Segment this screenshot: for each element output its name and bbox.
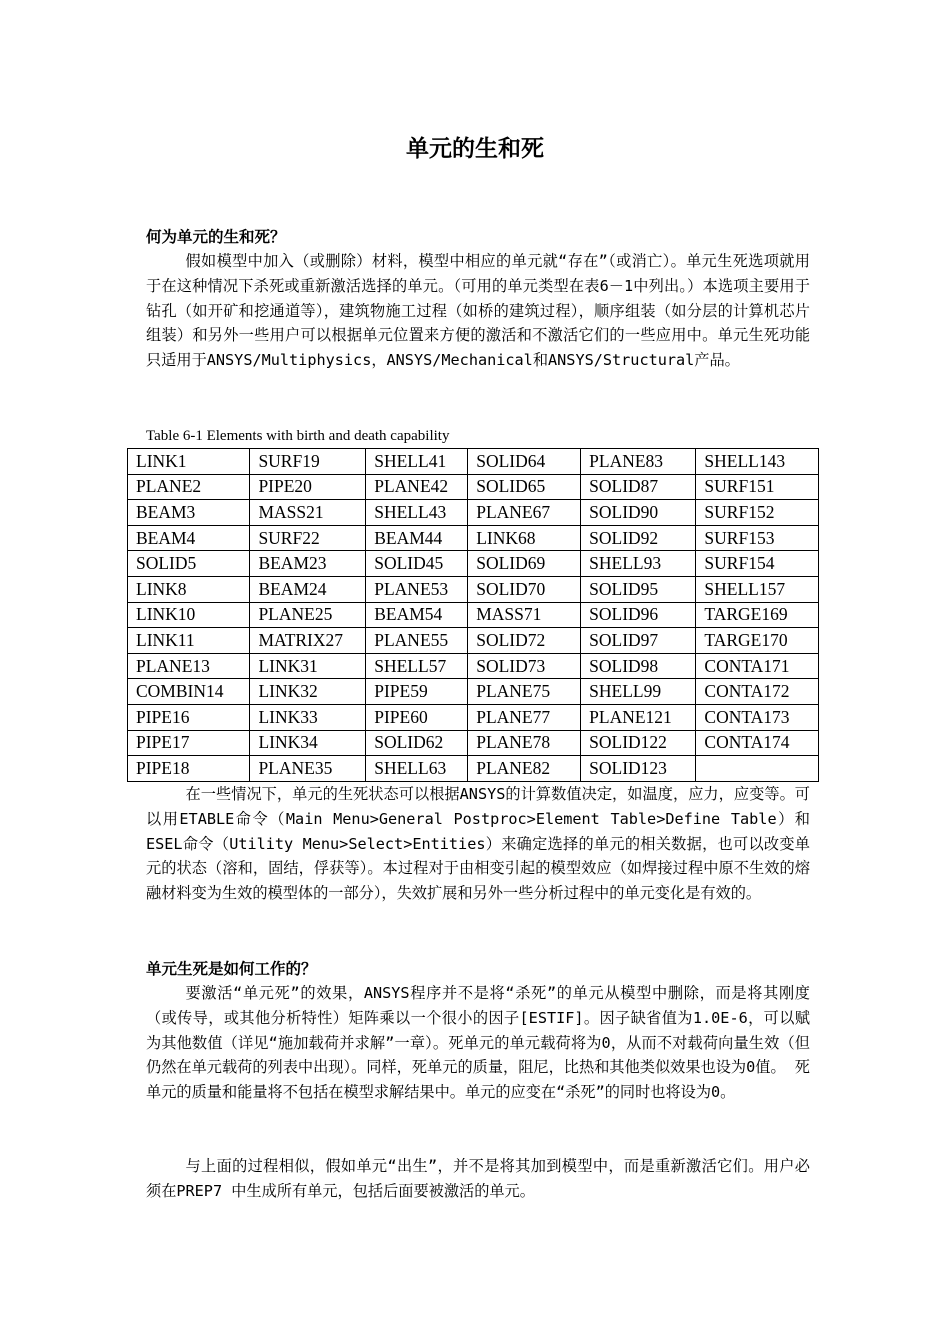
table-cell: CONTA171	[696, 653, 819, 679]
table-cell: LINK34	[250, 730, 366, 756]
table-cell: PLANE75	[468, 679, 581, 705]
table-cell: SHELL57	[366, 653, 468, 679]
table-cell: PIPE59	[366, 679, 468, 705]
table-cell: PLANE67	[468, 500, 581, 526]
element-table	[127, 448, 819, 782]
table-row	[128, 474, 819, 500]
table-cell: SOLID98	[581, 653, 696, 679]
table-cell: PIPE18	[128, 756, 250, 782]
table-cell: PLANE121	[581, 704, 696, 730]
table-cell: PIPE60	[366, 704, 468, 730]
table-row	[128, 628, 819, 654]
table-cell: LINK33	[250, 704, 366, 730]
table-cell: SOLID72	[468, 628, 581, 654]
table-cell: SURF154	[696, 551, 819, 577]
table-cell: SOLID5	[128, 551, 250, 577]
table-cell: SHELL99	[581, 679, 696, 705]
table-cell: PIPE17	[128, 730, 250, 756]
table-cell: SOLID97	[581, 628, 696, 654]
table-cell: PLANE55	[366, 628, 468, 654]
table-cell: PLANE77	[468, 704, 581, 730]
after-table-paragraph: 在一些情况下，单元的生死状态可以根据ANSYS的计算数值决定，如温度，应力，应变等。可以用ETABLE命令（Main Menu>General Postproc>Element Table>Define Table）和ESEL命令（Utility Menu>Select>Entities）来确定选择的单元的相关数据，也可以改变单元的状态（溶和，固结，俘获等）。本过程对于由相变引起的模型效应（如焊接过程中原不生效的熔融材料变为生效的模型体的一部分），失效扩展和另外一些分析过程中的单元变化是有效的。	[146, 785, 810, 903]
table-cell: MATRIX27	[250, 628, 366, 654]
table-cell: SURF152	[696, 500, 819, 526]
how-it-works-paragraph-1: 要激活“单元死”的效果，ANSYS程序并不是将“杀死”的单元从模型中删除，而是将其刚度（或传导，或其他分析特性）矩阵乘以一个很小的因子[ESTIF]。因子缺省值为1.0E-6，可以赋为其他数值（详见“施加载荷并求解”一章）。死单元的单元载荷将为0，从而不对载荷向量生效（但仍然在单元载荷的列表中出现）。同样，死单元的质量，阻尼，比热和其他类似效果也设为0值。 死单元的质量和能量将不包括在模型求解结果中。单元的应变在“杀死”的同时也将设为0。	[146, 984, 810, 1102]
table-cell: SHELL157	[696, 576, 819, 602]
table-cell: SURF19	[250, 449, 366, 475]
table-cell: PLANE13	[128, 653, 250, 679]
table-cell: SOLID87	[581, 474, 696, 500]
table-cell: PLANE78	[468, 730, 581, 756]
table-row	[128, 679, 819, 705]
table-cell: PLANE82	[468, 756, 581, 782]
table-cell: CONTA172	[696, 679, 819, 705]
table-cell: SHELL63	[366, 756, 468, 782]
table-cell: SHELL93	[581, 551, 696, 577]
table-cell: MASS71	[468, 602, 581, 628]
table-cell: SOLID64	[468, 449, 581, 475]
table-cell: LINK32	[250, 679, 366, 705]
table-cell: BEAM23	[250, 551, 366, 577]
table-cell: SOLID123	[581, 756, 696, 782]
table-cell: SURF151	[696, 474, 819, 500]
table-cell: SOLID73	[468, 653, 581, 679]
table-cell: PLANE42	[366, 474, 468, 500]
table-row	[128, 525, 819, 551]
table-cell: TARGE170	[696, 628, 819, 654]
table-cell: SOLID95	[581, 576, 696, 602]
table-cell: SHELL143	[696, 449, 819, 475]
table-cell	[696, 756, 819, 782]
table-cell: BEAM3	[128, 500, 250, 526]
table-row	[128, 551, 819, 577]
table-cell: LINK10	[128, 602, 250, 628]
table-cell: SOLID65	[468, 474, 581, 500]
table-row	[128, 602, 819, 628]
section-heading-how-it-works: 单元生死是如何工作的？	[146, 960, 317, 978]
table-cell: BEAM44	[366, 525, 468, 551]
table-cell: CONTA173	[696, 704, 819, 730]
how-it-works-paragraph-2: 与上面的过程相似，假如单元“出生”，并不是将其加到模型中，而是重新激活它们。用户必须在PREP7 中生成所有单元，包括后面要被激活的单元。	[146, 1157, 810, 1200]
table-cell: LINK31	[250, 653, 366, 679]
table-cell: SOLID96	[581, 602, 696, 628]
table-cell: TARGE169	[696, 602, 819, 628]
table-cell: COMBIN14	[128, 679, 250, 705]
page-title: 单元的生和死	[406, 136, 544, 162]
table-cell: SHELL43	[366, 500, 468, 526]
table-cell: SOLID70	[468, 576, 581, 602]
table-row	[128, 449, 819, 475]
table-cell: LINK68	[468, 525, 581, 551]
table-row	[128, 756, 819, 782]
table-cell: SOLID45	[366, 551, 468, 577]
table-cell: LINK1	[128, 449, 250, 475]
table-cell: PLANE83	[581, 449, 696, 475]
table-cell: BEAM24	[250, 576, 366, 602]
table-caption: Table 6-1 Elements with birth and death capability	[146, 428, 450, 444]
table-cell: PIPE20	[250, 474, 366, 500]
table-row	[128, 576, 819, 602]
table-cell: PLANE53	[366, 576, 468, 602]
table-cell: SOLID92	[581, 525, 696, 551]
table-cell: SURF22	[250, 525, 366, 551]
table-cell: PLANE25	[250, 602, 366, 628]
table-row	[128, 704, 819, 730]
table-cell: SOLID62	[366, 730, 468, 756]
table-row	[128, 730, 819, 756]
table-cell: PLANE35	[250, 756, 366, 782]
table-cell: SHELL41	[366, 449, 468, 475]
table-row	[128, 653, 819, 679]
table-cell: SURF153	[696, 525, 819, 551]
table-cell: LINK11	[128, 628, 250, 654]
table-cell: LINK8	[128, 576, 250, 602]
table-cell: PIPE16	[128, 704, 250, 730]
table-cell: MASS21	[250, 500, 366, 526]
table-cell: BEAM4	[128, 525, 250, 551]
table-cell: CONTA174	[696, 730, 819, 756]
table-row	[128, 500, 819, 526]
table-cell: SOLID122	[581, 730, 696, 756]
section-heading-what-is: 何为单元的生和死？	[146, 228, 286, 246]
table-cell: SOLID69	[468, 551, 581, 577]
table-cell: PLANE2	[128, 474, 250, 500]
intro-paragraph: 假如模型中加入（或删除）材料，模型中相应的单元就“存在”（或消亡）。单元生死选项就用于在这种情况下杀死或重新激活选择的单元。（可用的单元类型在表6－1中列出。）本选项主要用于钻孔（如开矿和挖通道等），建筑物施工过程（如桥的建筑过程），顺序组装（如分层的计算机芯片组装）和另外一些用户可以根据单元位置来方便的激活和不激活它们的一些应用中。单元生死功能只适用于ANSYS/Multiphysics，ANSYS/Mechanical和ANSYS/Structural产品。	[146, 252, 810, 370]
table-cell: BEAM54	[366, 602, 468, 628]
table-cell: SOLID90	[581, 500, 696, 526]
